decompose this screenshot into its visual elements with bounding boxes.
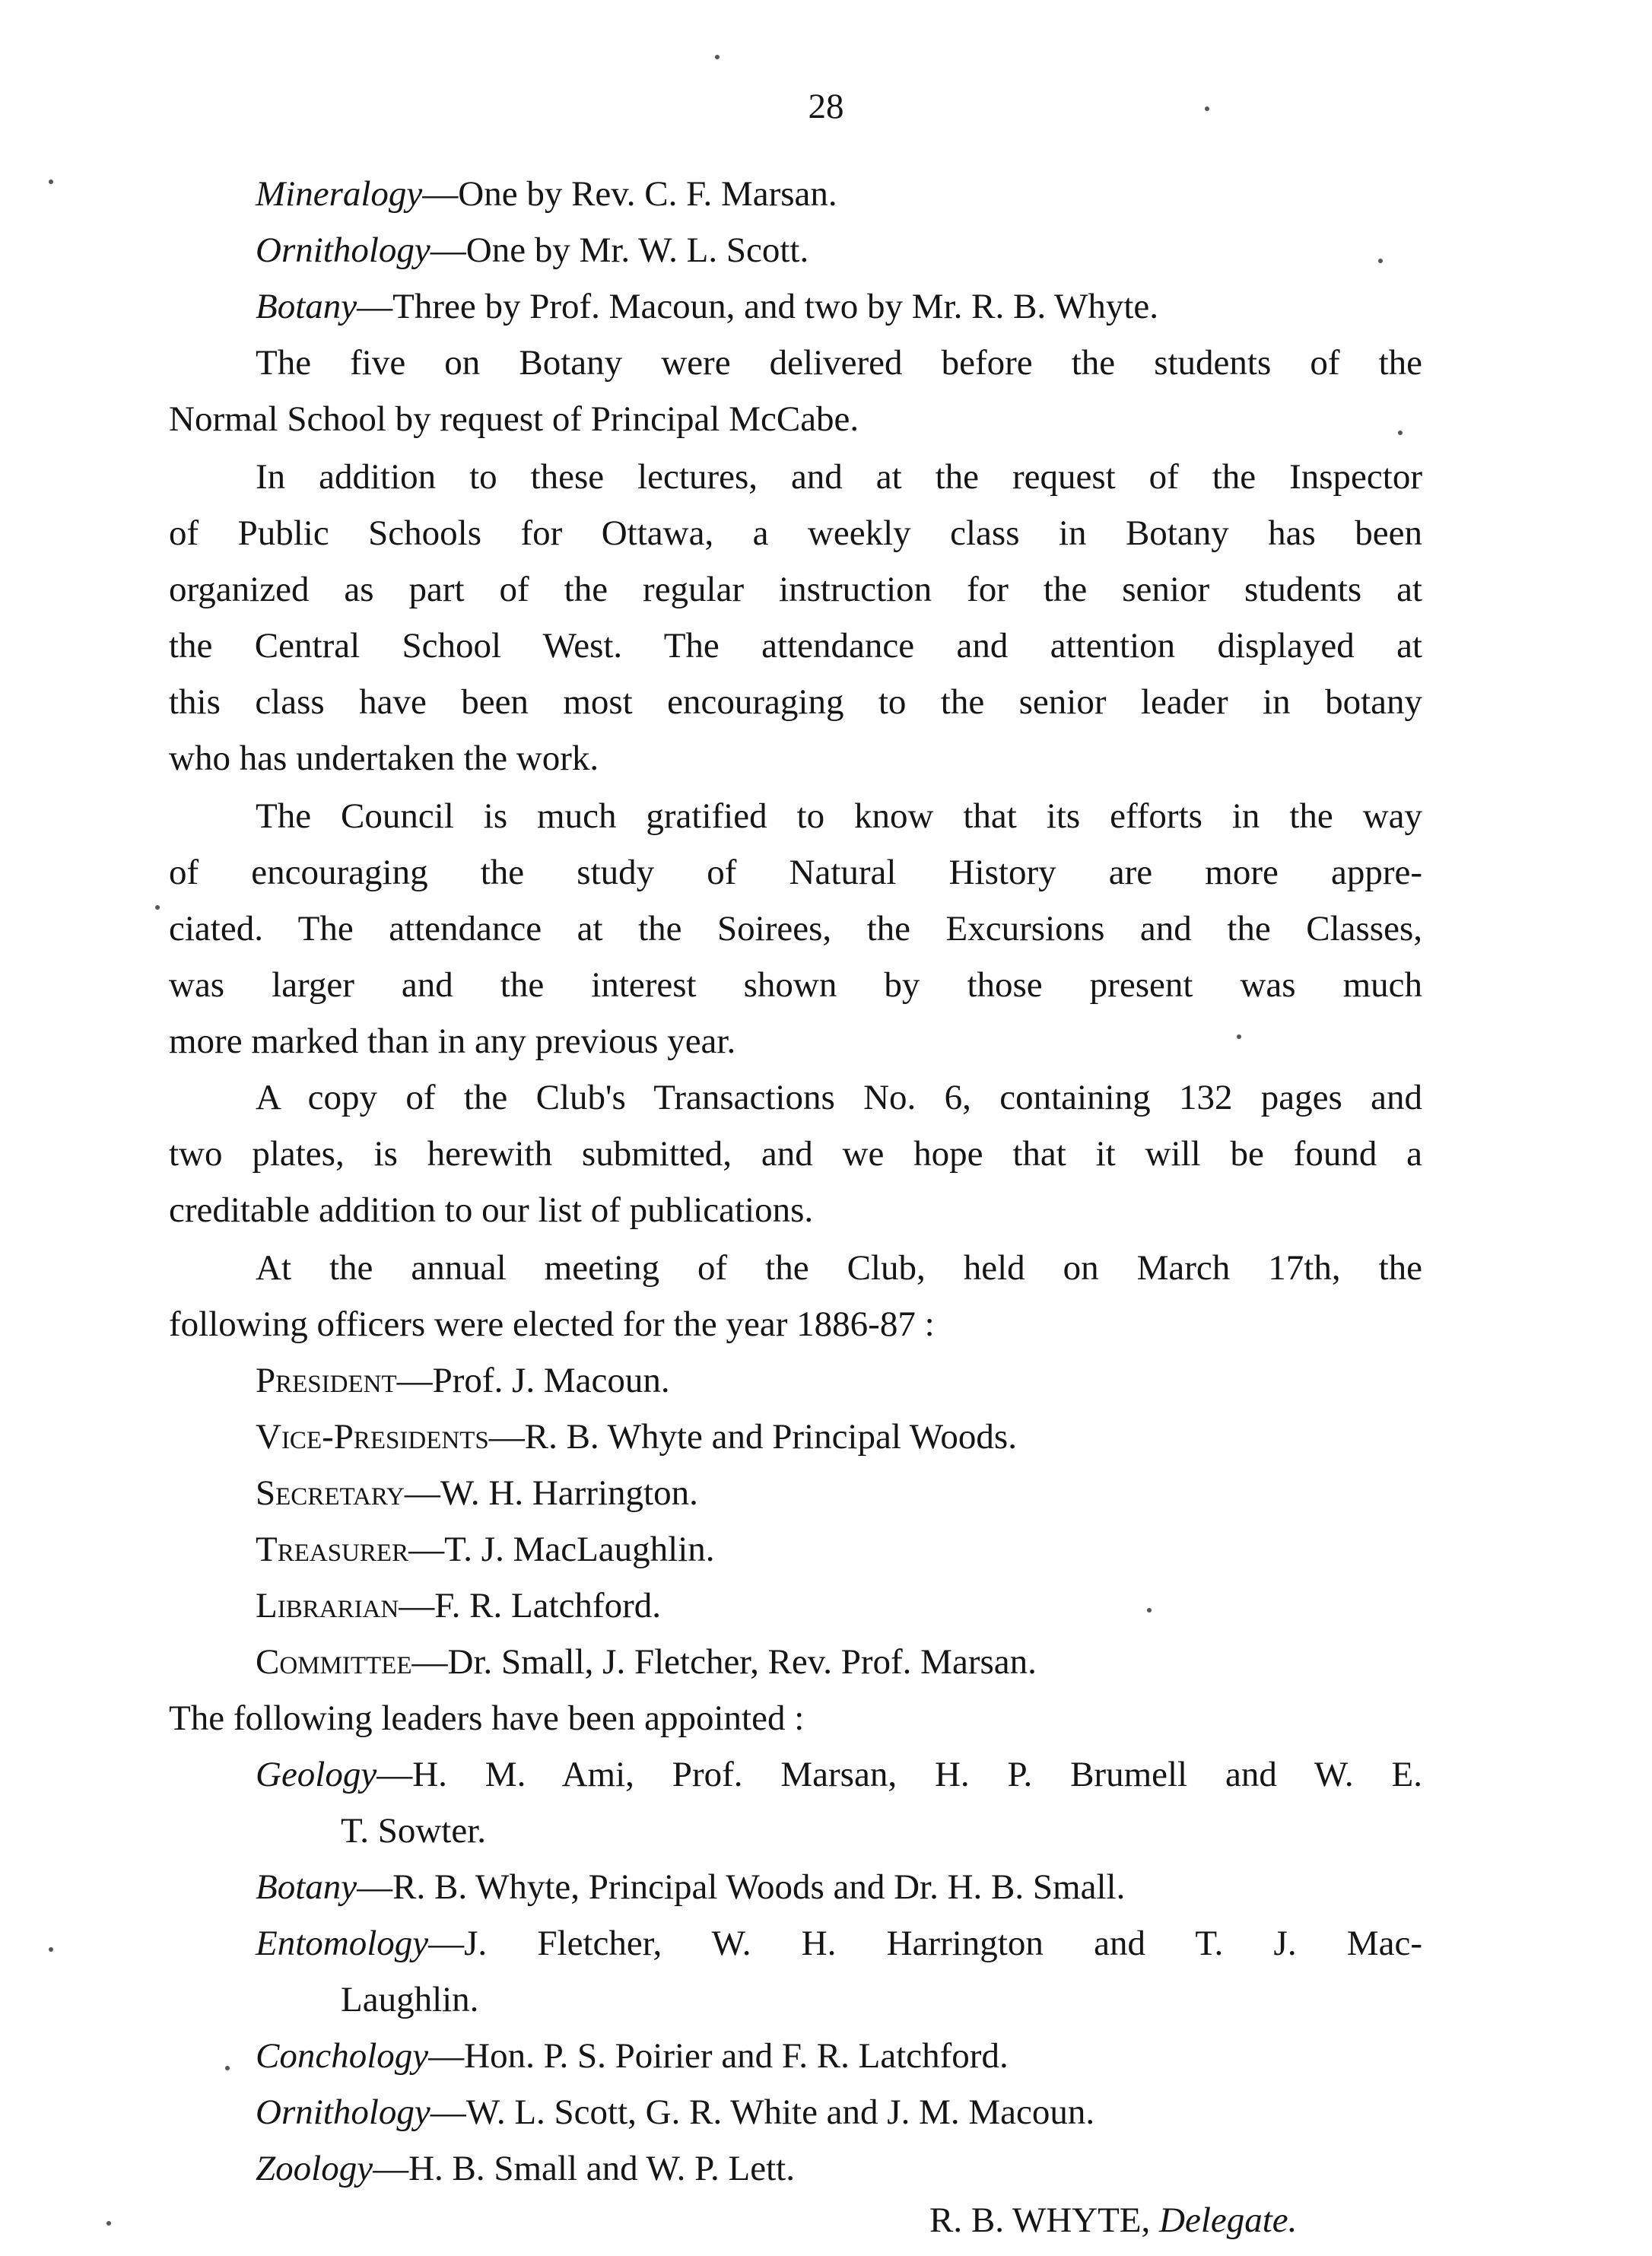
officer-vice-presidents: Vice-Presidents—R. B. Whyte and Principal Woods.: [256, 1417, 1017, 1457]
scan-speck: [1205, 106, 1209, 111]
paragraph-line: two plates, is herewith submitted, and we hope that it will be found a: [169, 1134, 1422, 1174]
leader-botany: Botany—R. B. Whyte, Principal Woods and Dr. H. B. Small.: [256, 1867, 1126, 1907]
paragraph-line: The five on Botany were delivered before the students of the: [256, 343, 1422, 383]
paragraph-line: organized as part of the regular instruction for the senior students at: [169, 570, 1422, 609]
paragraph-line: A copy of the Club's Transactions No. 6, containing 132 pages and: [256, 1078, 1422, 1117]
lecture-botany: Botany—Three by Prof. Macoun, and two by Mr. R. B. Whyte.: [256, 287, 1159, 326]
scan-speck: [1237, 1034, 1241, 1039]
paragraph-line: At the annual meeting of the Club, held on March 17th, the: [256, 1248, 1422, 1288]
leader-entomology: Entomology—J. Fletcher, W. H. Harrington and T. J. Mac-: [256, 1924, 1422, 1963]
officer-secretary: Secretary—W. H. Harrington.: [256, 1473, 698, 1513]
scan-speck: [106, 2221, 111, 2226]
leaders-intro: The following leaders have been appointed :: [169, 1698, 805, 1738]
scan-speck: [49, 180, 53, 184]
paragraph-line: of encouraging the study of Natural History are more appre-: [169, 853, 1422, 892]
paragraph-line: was larger and the interest shown by those present was much: [169, 965, 1422, 1005]
paragraph-line: ciated. The attendance at the Soirees, the Excursions and the Classes,: [169, 909, 1422, 948]
leader-zoology: Zoology—H. B. Small and W. P. Lett.: [256, 2149, 795, 2188]
paragraph-line: the Central School West. The attendance and attention displayed at: [169, 626, 1422, 666]
leader-ornithology: Ornithology—W. L. Scott, G. R. White and J. M. Macoun.: [256, 2092, 1095, 2132]
paragraph-line: Normal School by request of Principal McCabe.: [169, 399, 859, 439]
officer-treasurer: Treasurer—T. J. MacLaughlin.: [256, 1530, 715, 1569]
lecture-ornithology: Ornithology—One by Mr. W. L. Scott.: [256, 230, 809, 270]
scan-speck: [155, 905, 160, 910]
paragraph-line: more marked than in any previous year.: [169, 1022, 736, 1061]
paragraph-line: who has undertaken the work.: [169, 739, 599, 778]
scan-speck: [225, 2066, 230, 2070]
scan-speck: [49, 1947, 53, 1952]
leader-geology: Geology—H. M. Ami, Prof. Marsan, H. P. Brumell and W. E.: [256, 1755, 1422, 1794]
officer-president: President—Prof. J. Macoun.: [256, 1361, 670, 1400]
scan-speck: [715, 55, 720, 59]
paragraph-line: creditable addition to our list of publications.: [169, 1190, 814, 1230]
paragraph-line: this class have been most encouraging to the senior leader in botany: [169, 682, 1422, 722]
scan-speck: [1398, 431, 1403, 435]
paragraph-line: following officers were elected for the year 1886-87 :: [169, 1304, 935, 1344]
lecture-mineralogy: Mineralogy—One by Rev. C. F. Marsan.: [256, 174, 837, 214]
leader-entomology-continued: Laughlin.: [341, 1980, 479, 2019]
leader-conchology: Conchology—Hon. P. S. Poirier and F. R. Latchford.: [256, 2036, 1009, 2076]
page-number: 28: [808, 87, 844, 126]
leader-geology-continued: T. Sowter.: [341, 1811, 487, 1851]
scan-speck: [1378, 259, 1383, 263]
officer-librarian: Librarian—F. R. Latchford.: [256, 1586, 661, 1625]
officer-committee: Committee—Dr. Small, J. Fletcher, Rev. Prof. Marsan.: [256, 1642, 1037, 1682]
paragraph-line: The Council is much gratified to know that its efforts in the way: [256, 796, 1422, 836]
paragraph-line: of Public Schools for Ottawa, a weekly class in Botany has been: [169, 513, 1422, 553]
paragraph-line: In addition to these lectures, and at the request of the Inspector: [256, 457, 1422, 497]
scan-speck: [1147, 1608, 1152, 1613]
signature: R. B. WHYTE, Delegate.: [929, 2200, 1298, 2240]
